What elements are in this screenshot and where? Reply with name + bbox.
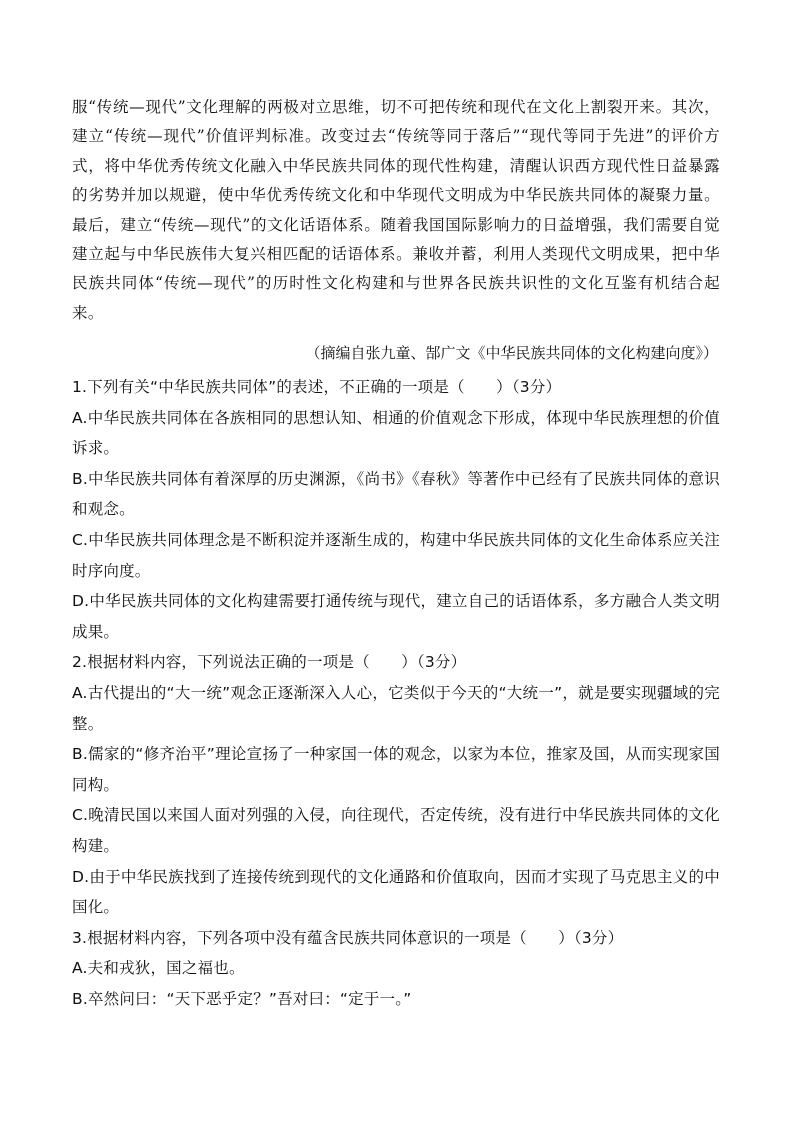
question-list <box>72 372 720 1014</box>
question-2-option-b: B.儒家的“修齐治平”理论宣扬了一种家国一体的观念，以家为本位，推家及国，从而实现家国同构。 <box>72 745 720 794</box>
question-2-option-c: C.晚清民国以来国人面对列强的入侵，向往现代，否定传统，没有进行中华民族共同体的文化构建。 <box>72 806 720 855</box>
passage-paragraph: 服“传统—现代”文化理解的两极对立思维，切不可把传统和现代在文化上割裂开来。其次，建立“传统—现代”价值评判标准。改变过去“传统等同于落后”“现代等同于先进”的评价方式，将中华优秀传统文化融入中华民族共同体的现代性构建，清醒认识西方现代性日益暴露的劣势并加以规避，使中华优秀传统文化和中华现代文明成为中华民族共同体的凝聚力量。最后，建立“传统—现代”的文化话语体系。随着我国国际影响力的日益增强，我们需要自觉建立起与中华民族伟大复兴相匹配的话语体系。兼收并蓄，利用人类现代文明成果，把中华民族共同体“传统—现代”的历时性文化构建和与世界各民族共识性的文化互鉴有机结合起来。 <box>72 98 720 322</box>
question-1-stem: 1.下列有关“中华民族共同体”的表述，不正确的一项是（ ）（3分） <box>72 378 562 396</box>
question-3-stem: 3.根据材料内容，下列各项中没有蕴含民族共同体意识的一项是（ ）（3分） <box>72 928 624 947</box>
question-1 <box>72 372 720 647</box>
question-1-option-d: D.中华民族共同体的文化构建需要打通传统与现代，建立自己的话语体系，多方融合人类文明成果。 <box>72 592 720 641</box>
question-2-stem: 2.根据材料内容，下列说法正确的一项是（ ）（3分） <box>72 653 467 672</box>
question-2-option-d: D.由于中华民族找到了连接传统到现代的文化通路和价值取向，因而才实现了马克思主义的中国化。 <box>72 867 720 917</box>
question-3-option-b: B.卒然问曰：“天下恶乎定？”吾对曰：“定于一。” <box>72 989 412 1008</box>
question-1-option-a: A.中华民族共同体在各族相同的思想认知、相通的价值观念下形成，体现中华民族理想的价值诉求。 <box>72 408 720 458</box>
question-2 <box>72 647 720 922</box>
question-1-option-c: C.中华民族共同体理念是不断积淀并逐渐生成的，构建中华民族共同体的文化生命体系应关注时序向度。 <box>72 530 720 580</box>
question-3-option-a: A.夫和戎狄，国之福也。 <box>72 959 245 978</box>
passage-source: （摘编自张九童、郜广文《中华民族共同体的文化构建向度》） <box>305 344 718 362</box>
question-2-option-a: A.古代提出的“大一统”观念正逐渐深入人心，它类似于今天的“大统一”，就是要实现疆域的完整。 <box>72 683 720 733</box>
question-3 <box>72 923 720 1015</box>
question-1-option-b: B.中华民族共同体有着深厚的历史渊源，《尚书》《春秋》等著作中已经有了民族共同体的意识和观念。 <box>72 469 720 519</box>
